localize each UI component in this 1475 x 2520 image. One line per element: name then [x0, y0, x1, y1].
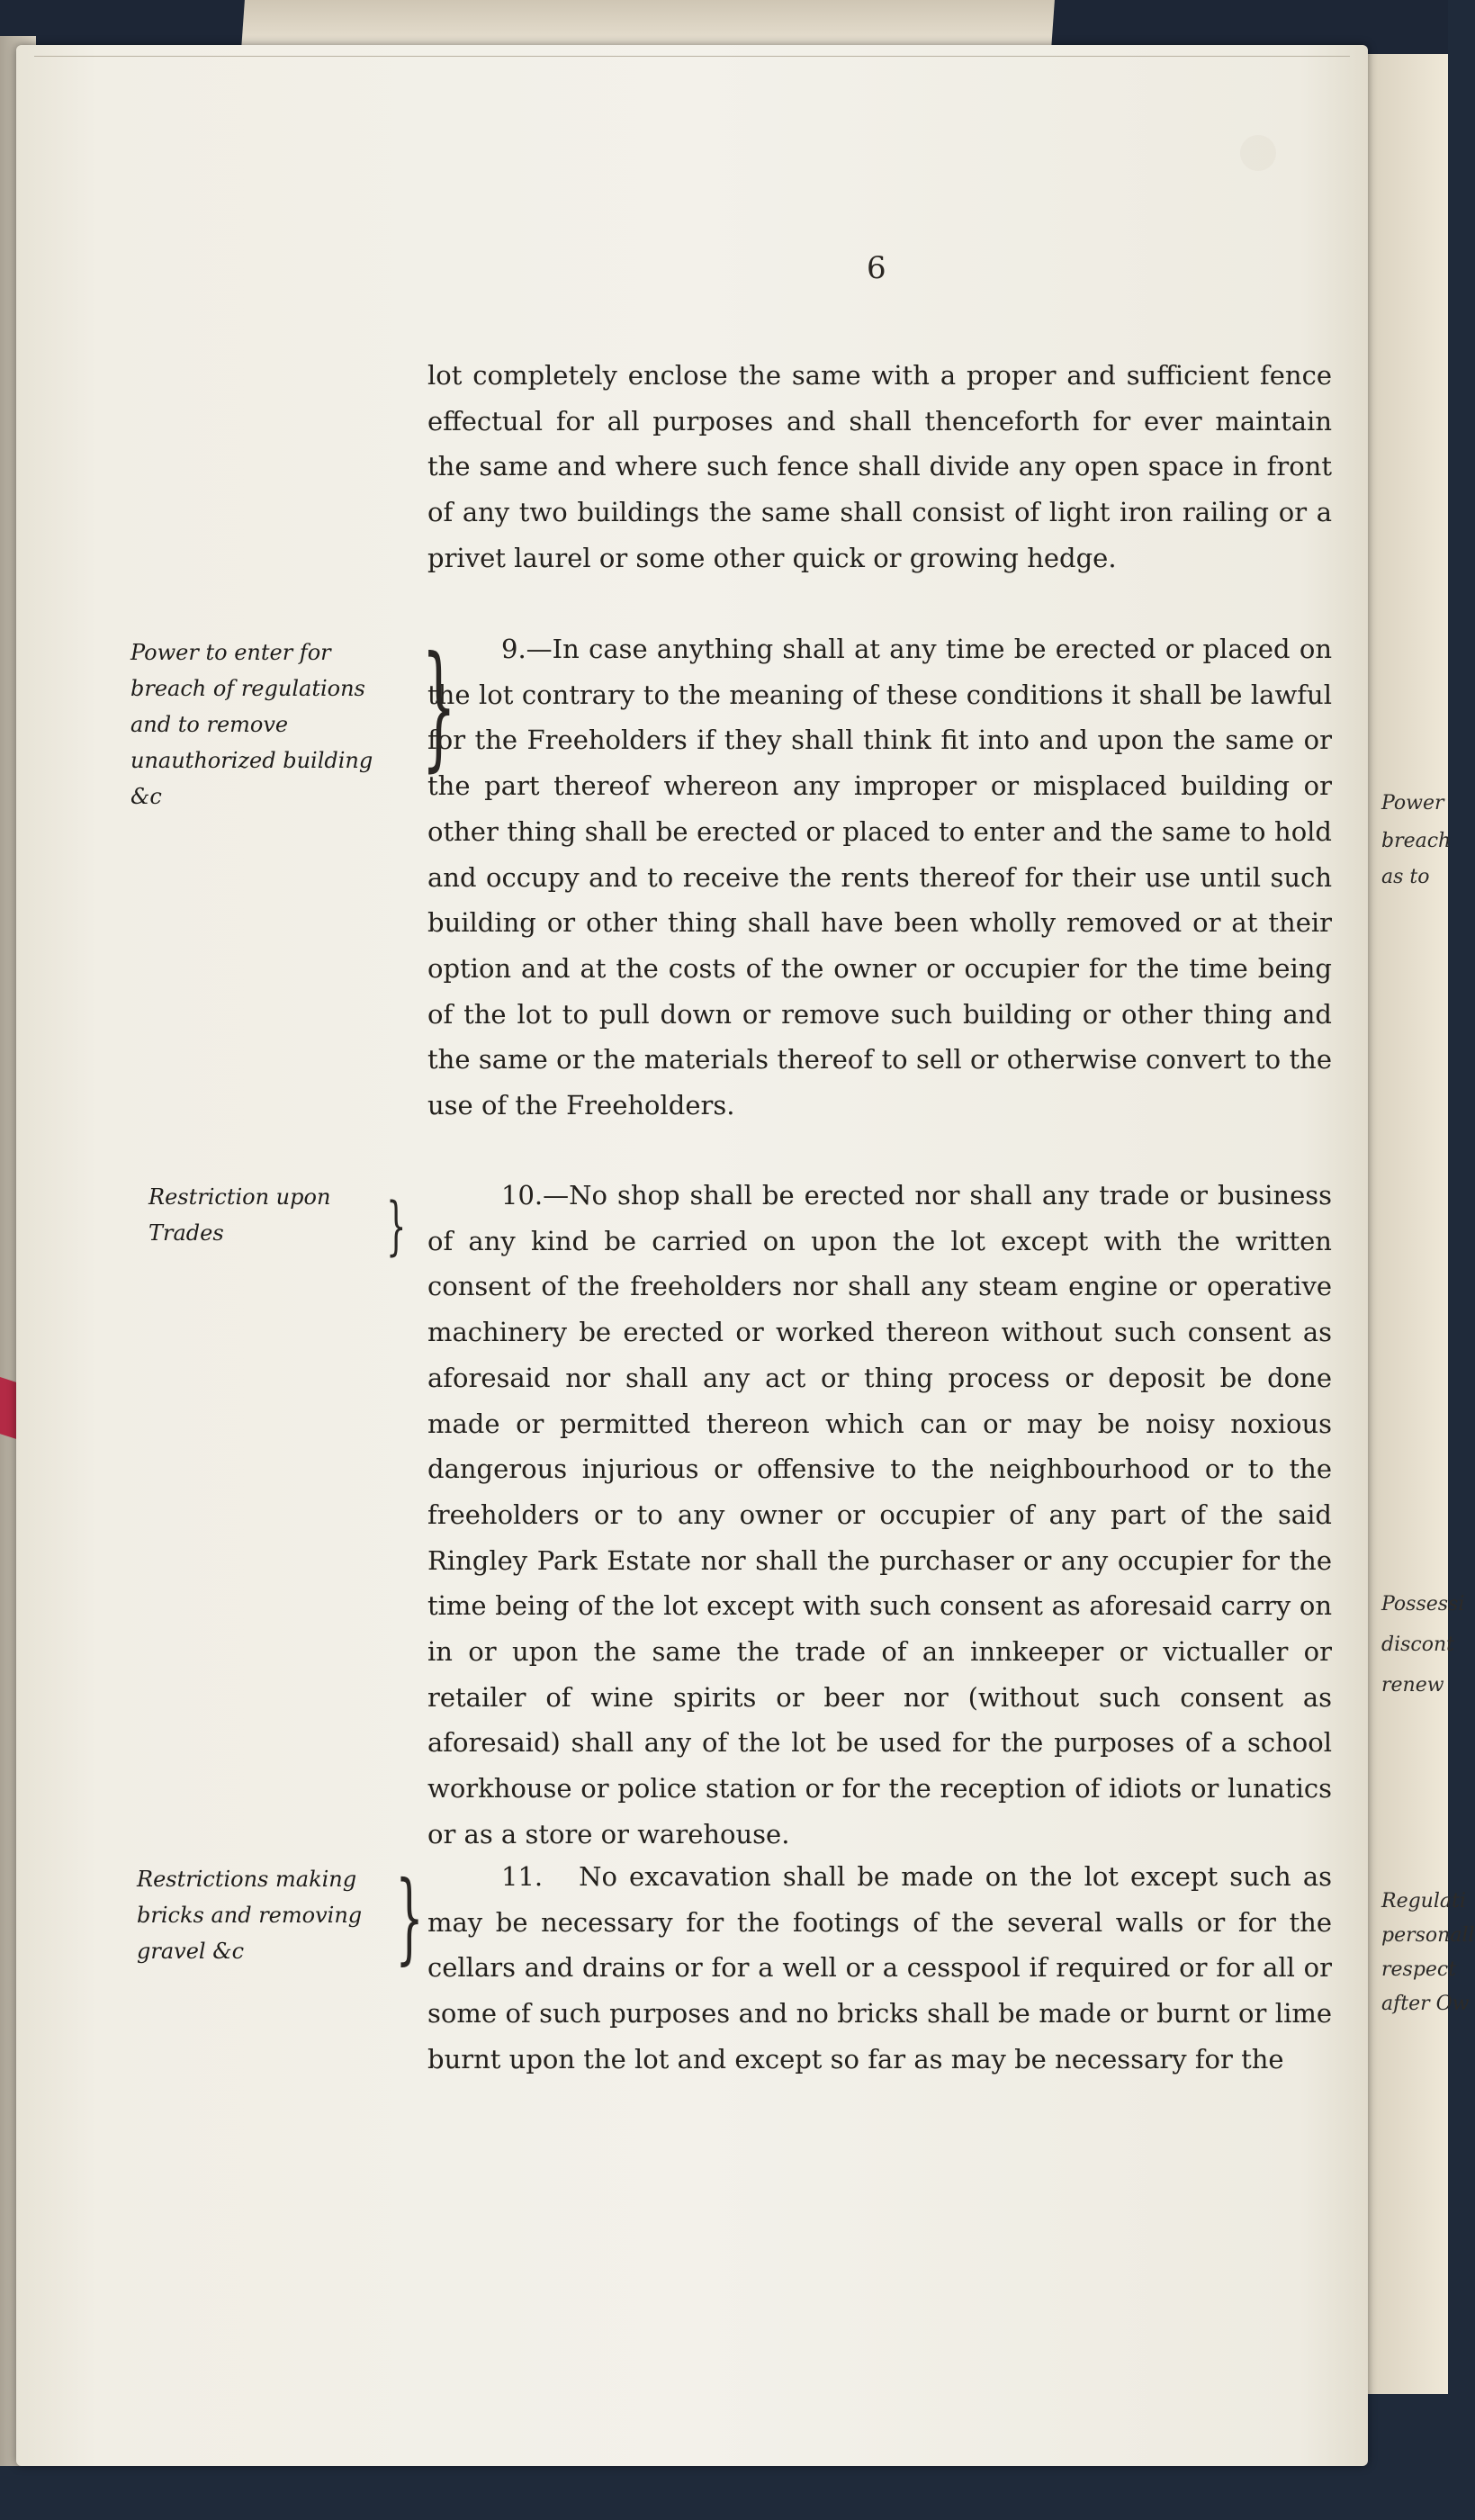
margin-note-power-to-enter	[130, 634, 391, 814]
margin-note-restriction-bricks	[137, 1861, 398, 1969]
adjacent-note: Power	[1381, 792, 1444, 814]
margin-note-line: unauthorized building &c	[130, 748, 373, 809]
margin-note-line: Restriction upon	[148, 1184, 331, 1210]
page-top-rule	[34, 56, 1350, 57]
margin-note-line: and to remove	[130, 712, 289, 737]
brace-mark: }	[386, 1189, 407, 1263]
adjacent-page	[1368, 54, 1448, 2394]
paragraph-continuation	[427, 353, 1332, 581]
clause-text: In case anything shall at any time be erected or placed on the lot contrary to the meaning of these conditions it shall be lawful for the Freeholders if they shall think fit into and upon the same or the part thereof whereon any improper or misplaced building or other thing shall be erected or placed to enter and the same to hold and occupy and to receive the rents thereof for their use until such building or other thing shall have been wholly removed or at their option and at the costs of the owner or occupier for the time being of the lot to pull down or remove such building or other thing and the same or the materials thereof to sell or otherwise convert to the use of the Freeholders.	[427, 634, 1332, 1121]
page-edge-strip	[241, 0, 1055, 50]
adjacent-note: as to	[1381, 866, 1430, 888]
margin-note-line: bricks and removing	[137, 1903, 363, 1928]
clause-text: No excavation shall be made on the lot except such as may be necessary for the footings of the several walls or for the cellars and drains or for a well or a cesspool if required or for all or some of such purposes and no bricks shall be made or burnt or lime burnt upon the lot and except so far as may be necessary for the	[427, 1861, 1332, 2074]
clause-9	[427, 626, 1332, 1129]
margin-note-line: Power to enter for	[130, 640, 331, 665]
adjacent-note: breach	[1381, 830, 1452, 852]
margin-note-line: gravel &c	[137, 1939, 245, 1964]
clause-number: 9.—	[501, 634, 553, 664]
clause-11	[427, 1854, 1332, 2083]
page-number: 6	[867, 250, 886, 286]
clause-number: 10.—	[501, 1180, 570, 1210]
clause-text: No shop shall be erected nor shall any trade or business of any kind be carried on upon the lot except with the written consent of the freeholders nor shall any steam engine or operative machinery be erected or worked thereon without such consent as aforesaid nor shall any act or thing process or deposit be done made or permitted thereon which can or may be noisy noxious dangerous injurious or offensive to the neighbourhood or to the freeholders or to any owner or occupier of any part of the said Ringley Park Estate nor shall the purchaser or any occupier for the time being of the lot except with such consent as aforesaid carry on in or upon the same the trade of an innkeeper or victualler or retailer of wine spirits or beer nor (without such consent as aforesaid) shall any of the lot be used for the purposes of a school workhouse or police station or for the reception of idiots or lunatics or as a store or warehouse.	[427, 1180, 1332, 1850]
adjacent-note: respect	[1381, 1958, 1457, 1981]
adjacent-note: Regulati	[1381, 1890, 1466, 1912]
adjacent-note: after Ow	[1381, 1993, 1470, 2015]
brace-mark: }	[395, 1859, 424, 1975]
margin-note-restriction-trades	[148, 1179, 409, 1251]
paragraph-text: lot completely enclose the same with a proper and sufficient fence effectual for all purposes and shall thenceforth for ever maintain the same and where such fence shall divide any open space in front of any two buildings the same shall consist of light iron railing or a privet laurel or some other quick or growing hedge.	[427, 360, 1332, 573]
page-mark	[1240, 135, 1276, 171]
adjacent-note: renew	[1381, 1674, 1444, 1696]
margin-note-line: Trades	[148, 1220, 224, 1246]
clause-10	[427, 1173, 1332, 1858]
adjacent-note: personall	[1381, 1924, 1475, 1947]
adjacent-note: discont	[1381, 1634, 1454, 1656]
clause-number: 11.	[501, 1861, 544, 1892]
margin-note-line: Restrictions making	[137, 1867, 357, 1892]
brace-mark: }	[421, 628, 456, 785]
margin-note-line: breach of regulations	[130, 676, 365, 701]
adjacent-note: Possessi	[1381, 1593, 1465, 1616]
